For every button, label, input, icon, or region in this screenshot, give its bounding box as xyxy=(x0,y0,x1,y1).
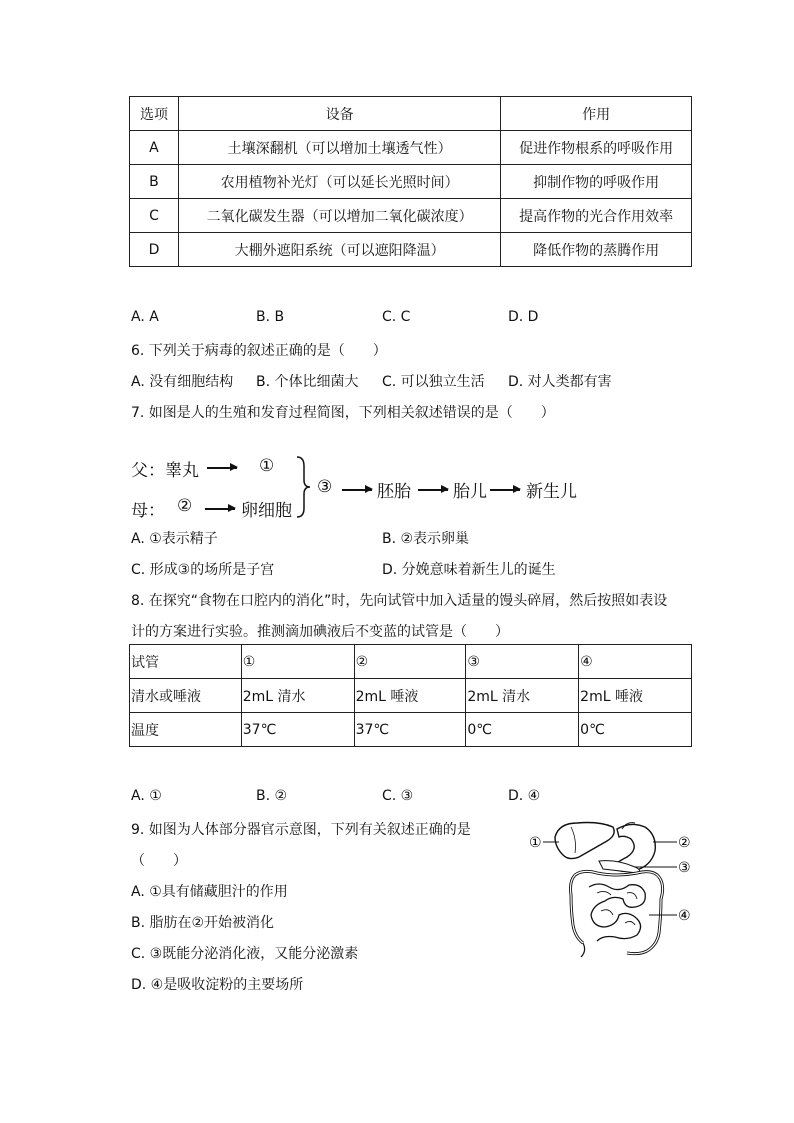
table-cell: 清水或唾液 xyxy=(130,679,242,713)
arrow-icon xyxy=(418,489,448,491)
q8-stem-line1: 8. 在探究“食物在口腔内的消化”时，先向试管中加入适量的馒头碎屑，然后按照如表设 xyxy=(131,593,668,609)
table-cell: 试管 xyxy=(130,645,242,679)
brace-icon xyxy=(295,456,311,518)
q6-option-b[interactable]: B. 个体比细菌大 xyxy=(256,374,359,390)
q9-option-a[interactable]: A. ①具有储藏胆汁的作用 xyxy=(131,884,288,900)
q7-stem: 7. 如图是人的生殖和发育过程简图，下列相关叙述错误的是（ ） xyxy=(131,405,555,421)
table-cell: 大棚外遮阳系统（可以遮阳降温） xyxy=(178,233,500,267)
q5-option-d[interactable]: D. D xyxy=(508,309,539,325)
table-row xyxy=(130,131,692,165)
q9-option-c[interactable]: C. ③既能分泌消化液，又能分泌激素 xyxy=(131,946,359,962)
q5-option-a[interactable]: A. A xyxy=(131,309,159,325)
arrow-icon xyxy=(207,467,237,469)
q8-table xyxy=(129,644,692,747)
arrow-icon xyxy=(205,508,235,510)
q8-option-a[interactable]: A. ① xyxy=(131,788,162,804)
q9-stem-line2: （ ） xyxy=(131,853,187,869)
table-row xyxy=(130,679,692,713)
table-cell: 2mL 清水 xyxy=(466,679,579,713)
embryo-label: 胚胎 xyxy=(377,482,411,502)
table-cell: 土壤深翻机（可以增加土壤透气性） xyxy=(178,131,500,165)
table-cell: ① xyxy=(241,645,354,679)
digestive-organs-diagram xyxy=(527,815,697,960)
table-cell: 抑制作物的呼吸作用 xyxy=(501,165,692,199)
label-3: ③ xyxy=(317,477,333,497)
table-cell: D xyxy=(130,233,179,267)
table-cell: 37℃ xyxy=(241,713,354,747)
table-row xyxy=(130,165,692,199)
q7-option-c[interactable]: C. 形成③的场所是子宫 xyxy=(131,562,275,578)
label-1: ① xyxy=(259,456,275,476)
label-1: ① xyxy=(529,835,542,851)
q6-stem: 6. 下列关于病毒的叙述正确的是（ ） xyxy=(131,343,387,359)
q6-option-a[interactable]: A. 没有细胞结构 xyxy=(131,374,234,390)
q5-option-c[interactable]: C. C xyxy=(382,309,411,325)
label-4: ④ xyxy=(678,908,691,924)
q7-option-d[interactable]: D. 分娩意味着新生儿的诞生 xyxy=(382,562,556,578)
table-cell: 37℃ xyxy=(354,713,466,747)
q8-option-d[interactable]: D. ④ xyxy=(508,788,541,804)
q6-option-c[interactable]: C. 可以独立生活 xyxy=(382,374,485,390)
table-cell: ② xyxy=(354,645,466,679)
q7-option-a[interactable]: A. ①表示精子 xyxy=(131,531,218,547)
q9-stem-line1: 9. 如图为人体部分器官示意图，下列有关叙述正确的是 xyxy=(131,822,471,838)
q7-option-b[interactable]: B. ②表示卵巢 xyxy=(382,531,470,547)
table-cell: 0℃ xyxy=(466,713,579,747)
table-cell: 二氧化碳发生器（可以增加二氧化碳浓度） xyxy=(178,199,500,233)
arrow-icon xyxy=(490,489,520,491)
header-cell: 设备 xyxy=(178,97,500,131)
table-cell: C xyxy=(130,199,179,233)
arrow-icon xyxy=(342,489,372,491)
table-row xyxy=(130,713,692,747)
newborn-label: 新生儿 xyxy=(526,482,577,502)
q5-option-b[interactable]: B. B xyxy=(256,309,285,325)
egg-label: 卵细胞 xyxy=(241,501,292,521)
table-cell: ③ xyxy=(466,645,579,679)
table-cell: B xyxy=(130,165,179,199)
table-cell: 促进作物根系的呼吸作用 xyxy=(501,131,692,165)
table-cell: 温度 xyxy=(130,713,242,747)
table-cell: 2mL 唾液 xyxy=(579,679,692,713)
q8-stem-line2: 计的方案进行实验。推测滴加碘液后不变蓝的试管是（ ） xyxy=(131,624,509,640)
label-2: ② xyxy=(177,496,193,516)
table-cell: 2mL 唾液 xyxy=(354,679,466,713)
q9-option-b[interactable]: B. 脂肪在②开始被消化 xyxy=(131,915,275,931)
q6-option-d[interactable]: D. 对人类都有害 xyxy=(508,374,612,390)
table-row xyxy=(130,645,692,679)
table-cell: 降低作物的蒸腾作用 xyxy=(501,233,692,267)
reproduction-diagram xyxy=(131,452,601,522)
father-label: 父：睾丸 xyxy=(131,461,199,481)
header-cell: 作用 xyxy=(501,97,692,131)
table-row xyxy=(130,233,692,267)
table-cell: 提高作物的光合作用效率 xyxy=(501,199,692,233)
label-3: ③ xyxy=(678,860,691,876)
label-2: ② xyxy=(678,835,691,851)
fetus-label: 胎儿 xyxy=(453,482,487,502)
header-cell: 选项 xyxy=(130,97,179,131)
table-cell: A xyxy=(130,131,179,165)
table-cell: 农用植物补光灯（可以延长光照时间） xyxy=(178,165,500,199)
table-cell: 2mL 清水 xyxy=(241,679,354,713)
table-row xyxy=(130,199,692,233)
q5-table xyxy=(129,96,692,267)
q8-option-b[interactable]: B. ② xyxy=(256,788,288,804)
q9-option-d[interactable]: D. ④是吸收淀粉的主要场所 xyxy=(131,977,304,993)
mother-label: 母： xyxy=(131,501,165,521)
table-cell: 0℃ xyxy=(579,713,692,747)
q8-option-c[interactable]: C. ③ xyxy=(382,788,414,804)
table-cell: ④ xyxy=(579,645,692,679)
table-header-row xyxy=(130,97,692,131)
